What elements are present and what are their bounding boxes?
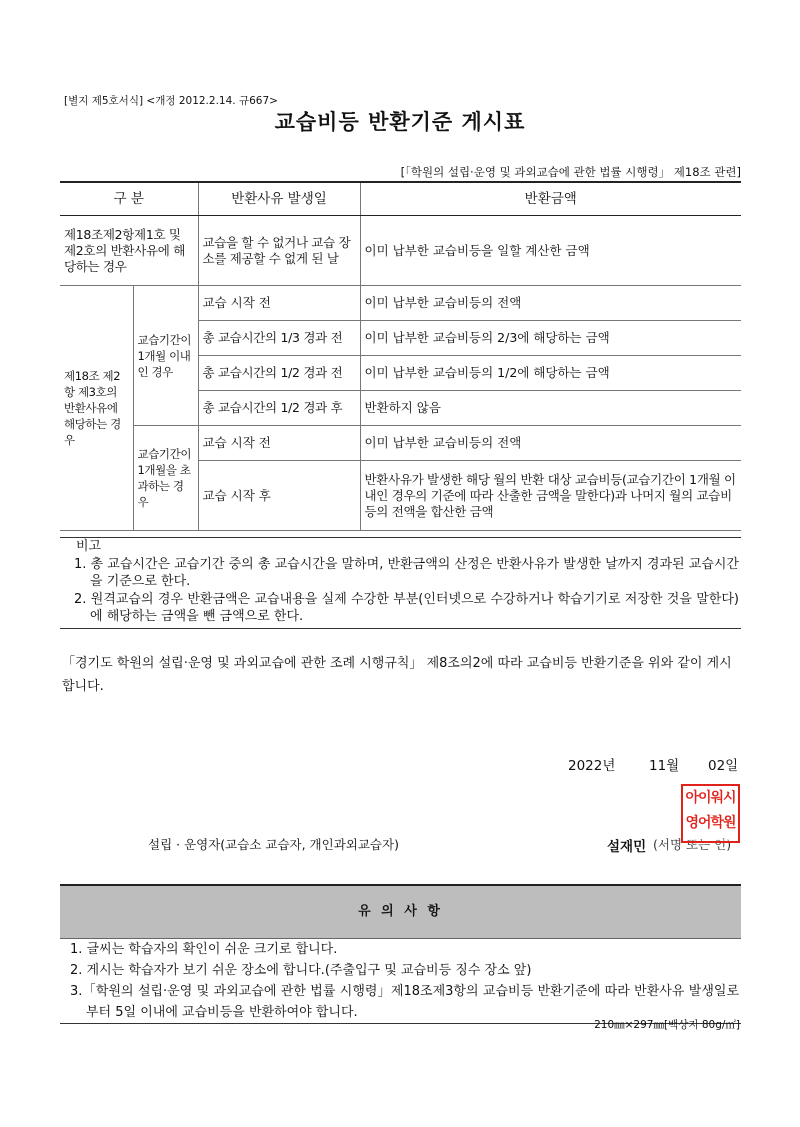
paper-spec: 210㎜×297㎜[백상지 80g/㎡]: [594, 1019, 740, 1031]
date-year: 2022년: [568, 758, 616, 774]
sub2-row2-date: 교습 시작 후: [198, 461, 360, 531]
date-day: 02일: [708, 758, 739, 774]
operator-label: 설립 · 운영자(교습소 교습자, 개인과외교습자): [148, 837, 399, 852]
list-item: 2. 게시는 학습자가 보기 쉬운 장소에 합니다.(주출입구 및 교습비등 징수 장소 앞): [70, 963, 532, 978]
sub1-row3-date: 총 교습시간의 1/2 경과 전: [198, 356, 360, 391]
header-amount: 반환금액: [360, 182, 741, 216]
sub2-row1-date: 교습 시작 전: [198, 426, 360, 461]
row1-date: 교습을 할 수 없거나 교습 장소를 제공할 수 없게 된 날: [198, 216, 360, 286]
remarks-heading: 비고: [76, 539, 102, 554]
posting-statement: 「경기도 학원의 설립·운영 및 과외교습에 관한 조례 시행규칙」 제8조의2에 따라 교습비등 반환기준을 위와 같이 게시합니다.: [62, 656, 732, 694]
seal-line: 영어학원: [685, 815, 736, 831]
table-row: [60, 426, 741, 461]
table-row: [60, 286, 741, 321]
group-label: 제18조 제2항 제3호의 반환사유에 해당하는 경우: [60, 286, 133, 531]
remarks-item: 1. 총 교습시간은 교습기간 중의 총 교습시간을 말하며, 반환금액의 산정은 반환사유가 발생한 날까지 경과된 교습시간을 기준으로 한다.: [74, 556, 739, 589]
sub1-row4-amount: 반환하지 않음: [360, 391, 741, 426]
header-date: 반환사유 발생일: [198, 182, 360, 216]
header-category: 구 분: [60, 182, 198, 216]
caution-list: [60, 939, 741, 1024]
page-title: 교습비등 반환기준 게시표: [274, 110, 526, 134]
sub2-label: 교습기간이 1개월을 초과하는 경우: [133, 426, 198, 531]
table-header-row: [60, 182, 741, 216]
form-number: [별지 제5호서식] <개정 2012.2.14. 규667>: [64, 95, 278, 107]
sub1-row2-date: 총 교습시간의 1/3 경과 전: [198, 321, 360, 356]
sub1-row3-amount: 이미 납부한 교습비등의 1/2에 해당하는 금액: [360, 356, 741, 391]
refund-table: [60, 181, 741, 531]
signature-note: (서명 또는 인): [653, 837, 732, 852]
date-month: 11월: [649, 758, 680, 774]
seal-line: 아이워시: [685, 790, 736, 806]
law-reference: [「학원의 설립·운영 및 과외교습에 관한 법률 시행령」 제18조 관련]: [400, 165, 741, 179]
list-item: 1. 글씨는 학습자의 확인이 쉬운 크기로 합니다.: [70, 942, 338, 957]
sub2-row1-amount: 이미 납부한 교습비등의 전액: [360, 426, 741, 461]
caution-title: 유 의 사 항: [60, 884, 741, 939]
sub1-row1-date: 교습 시작 전: [198, 286, 360, 321]
table-row: [60, 216, 741, 286]
sub1-row1-amount: 이미 납부한 교습비등의 전액: [360, 286, 741, 321]
sub2-row2-amount: 반환사유가 발생한 해당 월의 반환 대상 교습비등(교습기간이 1개월 이내인 경우의 기준에 따라 산출한 금액을 말한다)과 나머지 월의 교습비등의 전액을 합산한 금액: [360, 461, 741, 531]
row1-category: 제18조제2항제1호 및 제2호의 반환사유에 해당하는 경우: [60, 216, 198, 286]
sub1-row4-date: 총 교습시간의 1/2 경과 후: [198, 391, 360, 426]
list-item: 3.「학원의 설립·운영 및 과외교습에 관한 법률 시행령」제18조제3항의 교습비등 반환기준에 따라 반환사유 발생일로부터 5일 이내에 교습비등을 반환하여야 합니다.: [70, 984, 739, 1020]
academy-seal: [681, 784, 740, 843]
row1-amount: 이미 납부한 교습비등을 일할 계산한 금액: [360, 216, 741, 286]
sub1-row2-amount: 이미 납부한 교습비등의 2/3에 해당하는 금액: [360, 321, 741, 356]
remarks: [60, 537, 741, 629]
operator-name: 설재민: [607, 839, 647, 855]
caution-section: [60, 884, 741, 1024]
sub1-label: 교습기간이 1개월 이내인 경우: [133, 286, 198, 426]
remarks-item: 2. 원격교습의 경우 반환금액은 교습내용을 실제 수강한 부분(인터넷으로 수강하거나 학습기기로 저장한 것을 말한다)에 해당하는 금액을 뺀 금액으로 한다.: [74, 591, 739, 624]
